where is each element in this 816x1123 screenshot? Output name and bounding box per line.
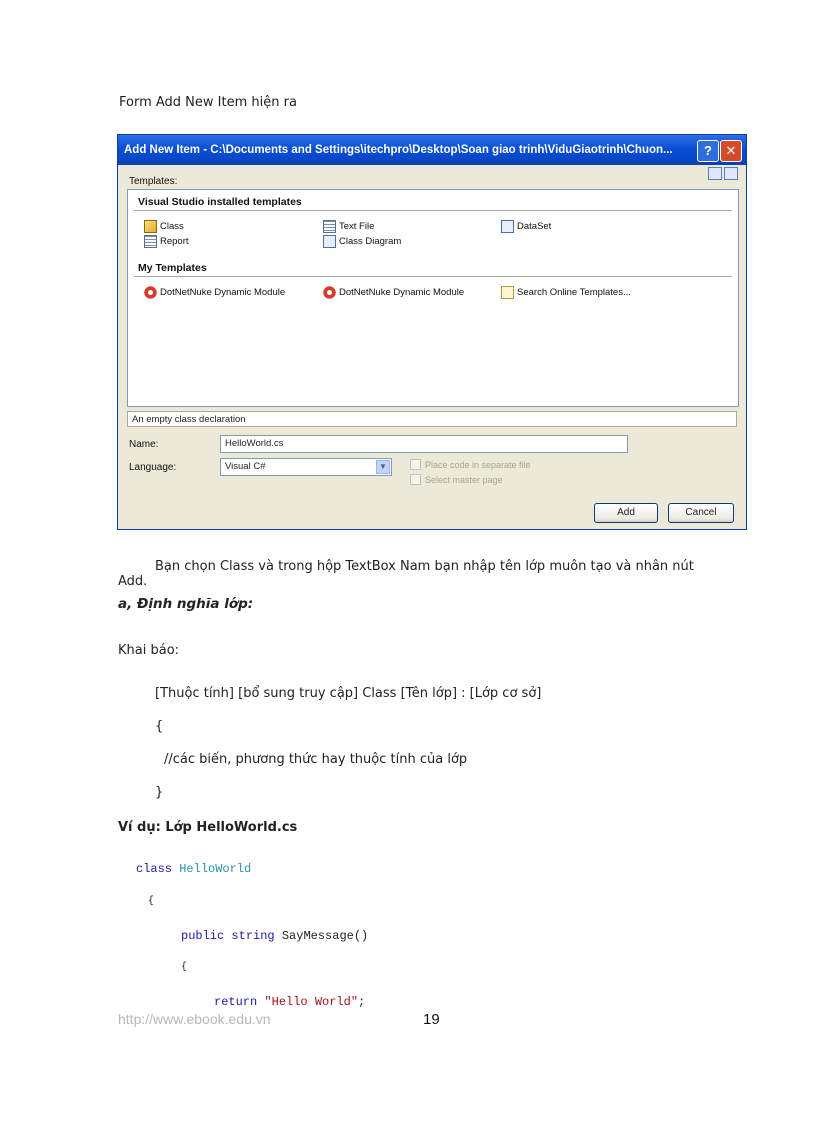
paragraph-line-1: Bạn chọn Class và trong hộp TextBox Nam bạn nhập tên lớp muôn tạo và nhân nút bbox=[155, 559, 694, 574]
template-dnn-module-2[interactable]: DotNetNuke Dynamic Module bbox=[323, 286, 464, 299]
template-dataset[interactable]: DataSet bbox=[501, 220, 551, 233]
template-search-online[interactable]: Search Online Templates... bbox=[501, 286, 631, 299]
template-class-diagram[interactable]: Class Diagram bbox=[323, 235, 401, 248]
templates-label: Templates: bbox=[129, 176, 178, 187]
class-diagram-icon bbox=[323, 235, 336, 248]
page-number: 19 bbox=[423, 1011, 440, 1028]
dotnetnuke-icon bbox=[144, 286, 157, 299]
khai-bao-label: Khai báo: bbox=[118, 643, 180, 658]
brace-open: { bbox=[155, 719, 164, 734]
group-vs-templates: Visual Studio installed templates bbox=[138, 196, 302, 208]
footer-url[interactable]: http://www.ebook.edu.vn bbox=[118, 1011, 271, 1027]
code-brace-1: { bbox=[148, 896, 155, 907]
class-name: HelloWorld bbox=[179, 862, 252, 876]
example-heading: Ví dụ: Lớp HelloWorld.cs bbox=[118, 820, 298, 835]
add-new-item-dialog bbox=[117, 134, 747, 530]
group-my-templates: My Templates bbox=[138, 262, 207, 274]
group-divider bbox=[134, 276, 732, 277]
language-select[interactable] bbox=[220, 458, 392, 476]
name-label: Name: bbox=[129, 439, 159, 450]
template-report[interactable]: Report bbox=[144, 235, 189, 248]
description-bar: An empty class declaration bbox=[127, 411, 737, 427]
syntax-line: [Thuộc tính] [bổ sung truy cập] Class [Tên lớp] : [Lớp cơ sở] bbox=[155, 686, 542, 701]
checkbox-box[interactable] bbox=[410, 474, 421, 485]
name-input[interactable]: HelloWorld.cs bbox=[220, 435, 628, 453]
keyword-string: string bbox=[231, 929, 275, 943]
templates-panel bbox=[127, 189, 739, 407]
large-icons-view-icon[interactable] bbox=[708, 167, 722, 180]
semicolon: ; bbox=[358, 995, 366, 1009]
language-label: Language: bbox=[129, 462, 177, 473]
intro-line: Form Add New Item hiện ra bbox=[119, 95, 297, 110]
method-name: SayMessage() bbox=[281, 929, 369, 943]
small-icons-view-icon[interactable] bbox=[724, 167, 738, 180]
keyword-class: class bbox=[136, 862, 173, 876]
group-divider bbox=[134, 210, 732, 211]
dataset-icon bbox=[501, 220, 514, 233]
dialog-title: Add New Item - C:\Documents and Settings\itechpro\Desktop\Soan giao trinh\ViduGiaotrinh\Chuon... bbox=[118, 135, 746, 165]
chevron-down-icon[interactable]: ▼ bbox=[376, 460, 390, 474]
template-class[interactable]: Class bbox=[144, 220, 184, 233]
dotnetnuke-icon bbox=[323, 286, 336, 299]
paragraph-line-2: Add. bbox=[118, 574, 148, 589]
string-literal: "Hello World" bbox=[264, 995, 359, 1009]
language-value: Visual C# bbox=[225, 461, 266, 472]
report-icon bbox=[144, 235, 157, 248]
keyword-return: return bbox=[214, 995, 258, 1009]
comment-line: //các biến, phương thức hay thuộc tính của lớp bbox=[164, 752, 468, 767]
code-brace-2: { bbox=[181, 962, 188, 973]
close-button[interactable]: ✕ bbox=[720, 140, 742, 162]
checkbox-box[interactable] bbox=[410, 459, 421, 470]
master-page-checkbox[interactable]: Select master page bbox=[410, 474, 503, 485]
template-text-file[interactable]: Text File bbox=[323, 220, 374, 233]
place-code-checkbox[interactable]: Place code in separate file bbox=[410, 459, 531, 470]
code-line-method bbox=[181, 929, 368, 943]
text-file-icon bbox=[323, 220, 336, 233]
class-icon bbox=[144, 220, 157, 233]
keyword-public: public bbox=[181, 929, 225, 943]
code-line-return bbox=[214, 995, 365, 1009]
cancel-button[interactable]: Cancel bbox=[668, 503, 734, 523]
heading-a: a, Định nghĩa lớp: bbox=[118, 596, 254, 612]
search-online-icon bbox=[501, 286, 514, 299]
add-button[interactable]: Add bbox=[594, 503, 658, 523]
brace-close: } bbox=[155, 785, 164, 800]
code-line-class bbox=[136, 862, 251, 876]
template-dnn-module-1[interactable]: DotNetNuke Dynamic Module bbox=[144, 286, 285, 299]
help-button[interactable]: ? bbox=[697, 140, 719, 162]
